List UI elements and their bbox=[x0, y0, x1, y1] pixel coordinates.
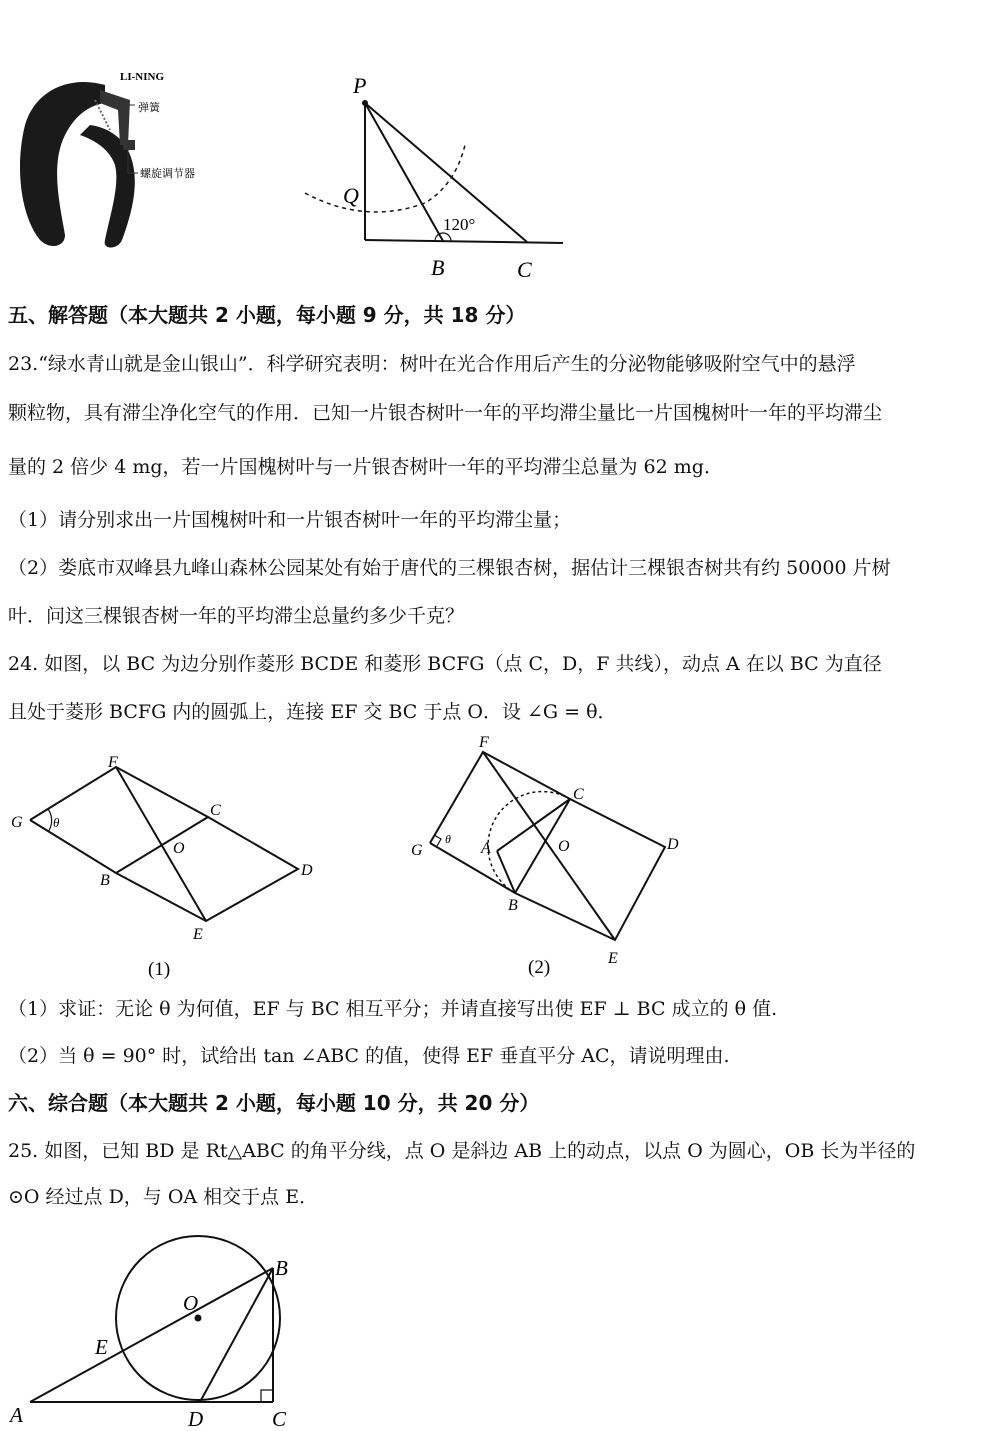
fig1-label-C: C bbox=[210, 802, 221, 819]
q24-part1: （1）求证：无论 θ 为何值，EF 与 BC 相互平分；并请直接写出使 EF ⊥ BC 成立的 θ 值. bbox=[8, 998, 778, 1020]
fig2-label-C: C bbox=[573, 786, 584, 803]
q25-label-E: E bbox=[95, 1335, 108, 1359]
q25-figure bbox=[5, 1230, 315, 1428]
q23-line2: 颗粒物，具有滞尘净化空气的作用．已知一片银杏树叶一年的平均滞尘量比一片国槐树叶一年的平均滞尘 bbox=[8, 402, 883, 424]
fig2-label-A: A bbox=[481, 840, 491, 857]
fig1-label-B: B bbox=[100, 872, 110, 889]
q25-label-C: C bbox=[272, 1407, 287, 1428]
brand-logo-text: LI-NING bbox=[120, 71, 165, 83]
fig2-label-D: D bbox=[667, 836, 679, 853]
q23-part2b: 叶．问这三棵银杏树一年的平均滞尘总量约多少千克？ bbox=[8, 605, 465, 627]
section6-heading: 六、综合题（本大题共 2 小题，每小题 10 分，共 20 分） bbox=[8, 1091, 540, 1115]
fig2-theta: θ bbox=[445, 832, 451, 846]
adjuster-label: 螺旋调节器 bbox=[140, 168, 195, 180]
angle-label: 120° bbox=[443, 215, 476, 234]
q25-line2: ⊙O 经过点 D，与 OA 相交于点 E． bbox=[8, 1186, 319, 1208]
triangle-pbc-figure bbox=[295, 65, 575, 285]
q25-label-B: B bbox=[275, 1256, 288, 1280]
fig2-label-B: B bbox=[508, 897, 518, 914]
q23-part2a: （2）娄底市双峰县九峰山森林公园某处有始于唐代的三棵银杏树，据估计三棵银杏树共有约 50000 片树 bbox=[8, 557, 891, 579]
q25-label-O: O bbox=[183, 1291, 199, 1315]
label-C: C bbox=[517, 257, 532, 282]
q24-figure-1 bbox=[8, 755, 328, 985]
label-P: P bbox=[353, 73, 367, 98]
label-Q: Q bbox=[343, 183, 359, 208]
fig1-label-G: G bbox=[11, 814, 23, 831]
q24-figure-2 bbox=[405, 735, 695, 985]
fig1-label-E: E bbox=[193, 926, 203, 943]
gripper-handle bbox=[20, 82, 105, 246]
q24-line1: 24. 如图，以 BC 为边分别作菱形 BCDE 和菱形 BCFG（点 C，D，F 共线），动点 A 在以 BC 为直径 bbox=[8, 653, 882, 675]
fig1-theta: θ bbox=[53, 815, 60, 830]
fig2-label-O: O bbox=[558, 838, 570, 855]
fig1-label-O: O bbox=[173, 840, 185, 857]
fig1-label-F: F bbox=[108, 755, 118, 771]
q23-part1: （1）请分别求出一片国槐树叶和一片银杏树叶一年的平均滞尘量； bbox=[8, 509, 572, 531]
fig1-caption: (1) bbox=[148, 959, 171, 980]
fig2-label-E: E bbox=[608, 950, 618, 967]
q25-label-A: A bbox=[10, 1403, 23, 1427]
q23-line3: 量的 2 倍少 4 mg，若一片国槐树叶与一片银杏树叶一年的平均滞尘总量为 62 mg． bbox=[8, 456, 723, 478]
q24-line2: 且处于菱形 BCFG 内的圆弧上，连接 EF 交 BC 于点 O．设 ∠G = θ． bbox=[8, 701, 617, 723]
q24-part2: （2）当 θ = 90° 时，试给出 tan ∠ABC 的值，使得 EF 垂直平分 AC，请说明理由. bbox=[8, 1045, 730, 1067]
fig2-label-G: G bbox=[411, 842, 423, 859]
q23-line1: 23.“绿水青山就是金山银山”．科学研究表明：树叶在光合作用后产生的分泌物能够吸附空气中的悬浮 bbox=[8, 353, 856, 375]
spring-label: 弹簧 bbox=[138, 102, 160, 114]
q25-line1: 25. 如图，已知 BD 是 Rt△ABC 的角平分线，点 O 是斜边 AB 上的动点，以点 O 为圆心，OB 长为半径的 bbox=[8, 1140, 916, 1162]
fig1-label-D: D bbox=[301, 862, 313, 879]
fig2-label-F: F bbox=[479, 735, 489, 751]
section5-heading: 五、解答题（本大题共 2 小题，每小题 9 分，共 18 分） bbox=[8, 303, 526, 327]
q25-label-D: D bbox=[188, 1407, 204, 1428]
dashed-arc bbox=[305, 145, 465, 212]
label-B: B bbox=[431, 255, 445, 280]
fig2-caption: (2) bbox=[528, 957, 551, 978]
hand-gripper-figure bbox=[10, 55, 225, 255]
